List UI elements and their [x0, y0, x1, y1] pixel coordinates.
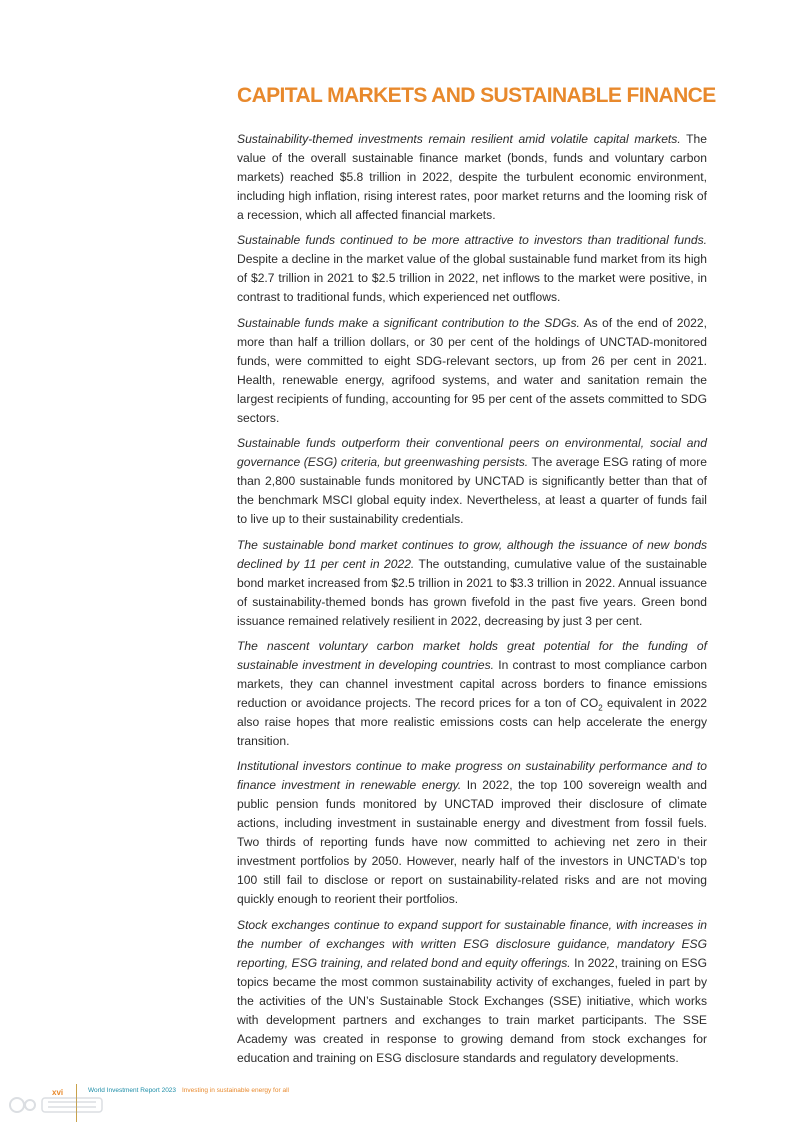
watermark-logo [8, 1094, 108, 1116]
paragraph-esg-greenwashing [237, 434, 707, 529]
paragraph-lead: Sustainable funds outperform their conventional peers on environmental, social and governance (ESG) criteria, but greenwashing persists. [237, 436, 707, 470]
paragraph-body: As of the end of 2022, more than half a trillion dollars, or 30 per cent of the holdings of UNCTAD-monitored funds, were committed to eight SDG-relevant sectors, up from 26 per cent in 2021. Health, renewable energy, agrifood systems, and water and sanitation remain the largest recipients of funding, accounting for 95 per cent of the assets committed to SDG sectors. [237, 315, 707, 425]
article-body [237, 130, 707, 1074]
paragraph-lead: Institutional investors continue to make progress on sustainability performance and to finance investment in renewable energy. [237, 759, 707, 793]
page-footer [0, 1084, 793, 1122]
paragraph-body: The average ESG rating of more than 2,800 sustainable funds monitored by UNCTAD is significantly better than that of the benchmark MSCI global equity index. Nevertheless, at least a quarter of funds fail to live up to their sustainability credentials. [237, 455, 707, 527]
paragraph-lead: Sustainable funds continued to be more attractive to investors than traditional funds. [237, 233, 707, 248]
paragraph-stock-exchanges [237, 916, 707, 1068]
paragraph-lead: The sustainable bond market continues to grow, although the issuance of new bonds declined by 11 per cent in 2022. [237, 537, 707, 571]
paragraph-lead: Sustainable funds make a significant contribution to the SDGs. [237, 315, 580, 330]
paragraph-body: Despite a decline in the market value of the global sustainable fund market from its high of $2.7 trillion in 2021 to $2.5 trillion in 2022, net inflows to the market were positive, in contrast to traditional funds, which experienced net outflows. [237, 252, 707, 305]
paragraph-body: In 2022, training on ESG topics became the most common sustainability activity of exchanges, fueled in part by the activities of the UN’s Sustainable Stock Exchanges (SSE) initiative, which works with development partners and exchanges to train market participants. The SSE Academy was created in response to growing demand from stock exchanges for education and training on ESG disclosure standards and regulatory developments. [237, 955, 707, 1065]
paragraph-body: In 2022, the top 100 sovereign wealth and public pension funds monitored by UNCTAD improved their disclosure of climate actions, including investment in sustainable energy and divestment from fossil fuels. Two thirds of reporting funds have now committed to achieving net zero in their investment portfolios by 2050. However, nearly half of the investors in UNCTAD’s top 100 still fail to disclose or report on sustainability-related risks and are not moving quickly enough to reorient their portfolios. [237, 778, 708, 907]
paragraph-lead: Sustainability-themed investments remain resilient amid volatile capital markets. [237, 132, 681, 146]
page-title: CAPITAL MARKETS AND SUSTAINABLE FINANCE [237, 84, 716, 107]
report-name: World Investment Report 2023 [88, 1087, 177, 1094]
paragraph-sdg-contribution [237, 314, 707, 428]
paragraph-body-continued: equivalent in 2022 also raise hopes that more realistic emissions costs can help accelerate the energy transition. [237, 695, 707, 748]
watermark-icon [8, 1094, 108, 1116]
paragraph-carbon-market [237, 637, 707, 751]
page-number: xvi [52, 1088, 64, 1097]
paragraph-body: In contrast to most compliance carbon markets, they can channel investment capital across borders to finance emissions reduction or avoidance projects. The record prices for a ton of CO [237, 657, 707, 710]
paragraph-lead: Stock exchanges continue to expand support for sustainable finance, with increases in the number of exchanges with written ESG disclosure guidance, mandatory ESG reporting, ESG training, and related bond and equity offerings. [237, 917, 707, 970]
paragraph-sustainable-bonds [237, 536, 707, 631]
paragraph-resilient-investments [237, 130, 707, 225]
report-theme: Investing in sustainable energy for all [182, 1087, 289, 1094]
paragraph-body: The outstanding, cumulative value of the sustainable bond market increased from $2.5 trillion in 2021 to $3.3 trillion in 2022. Annual issuance of sustainability-themed bonds has grown fivefold in the past five years. Green bond issuance remained relatively resilient in 2022, decreasing by just 3 per cent. [237, 556, 707, 628]
paragraph-body: The value of the overall sustainable finance market (bonds, funds and voluntary carbon markets) reached $5.8 trillion in 2022, despite the turbulent economic environment, including high inflation, rising interest rates, poor market returns and the looming risk of a recession, which all affected financial markets. [237, 132, 707, 222]
paragraph-lead: The nascent voluntary carbon market holds great potential for the funding of sustainable investment in developing countries. [237, 638, 707, 672]
paragraph-institutional-investors [237, 757, 707, 909]
subscript-two: 2 [598, 703, 603, 713]
paragraph-sustainable-funds-attractive [237, 231, 707, 307]
